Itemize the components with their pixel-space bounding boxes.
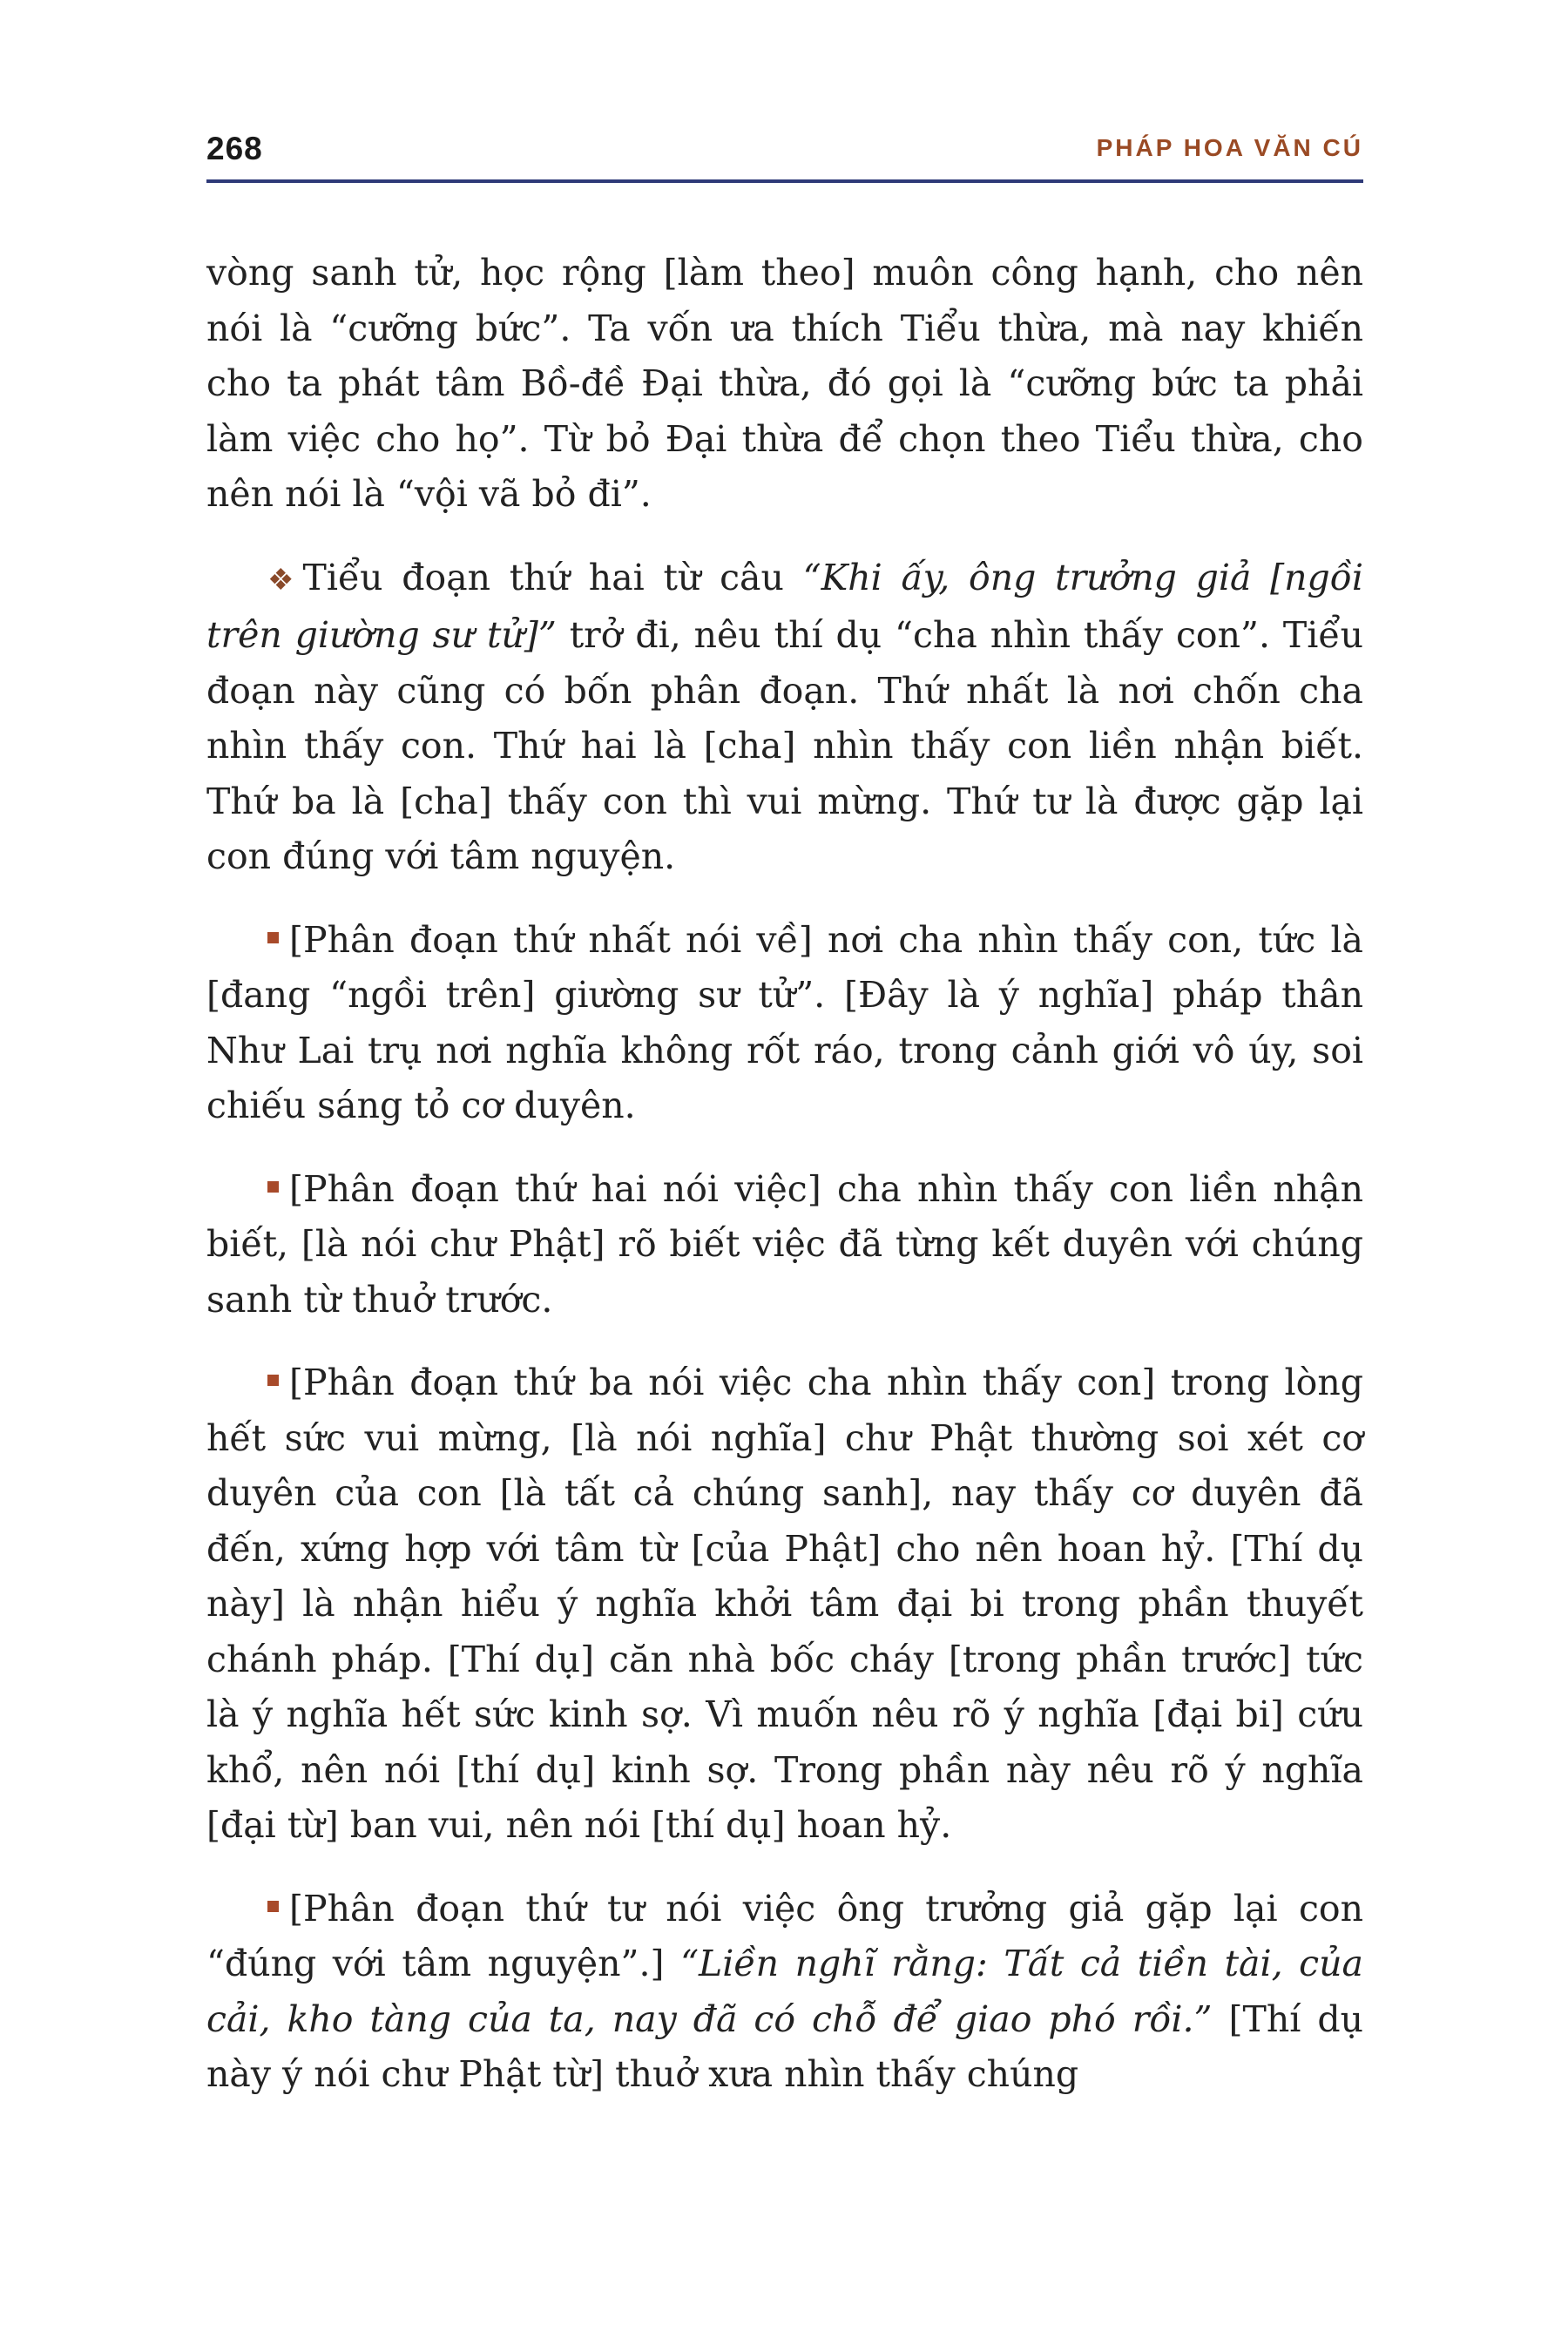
paragraph-2 — [206, 551, 1363, 885]
page-header — [206, 122, 1363, 183]
paragraph-2-rest: trở đi, nêu thí dụ “cha nhìn thấy con”. Tiểu đoạn này cũng có bốn phân đoạn. Thứ nhất là nơi chốn cha nhìn thấy con. Thứ hai là [cha] nhìn thấy con liền nhận biết. Thứ ba là [cha] thấy con thì vui mừng. Thứ tư là được gặp lại con đúng với tâm nguyện. — [206, 614, 1363, 877]
running-title: PHÁP HOA VĂN CÚ — [1096, 134, 1363, 161]
diamond-ornament-icon: ❖ — [267, 562, 294, 598]
paragraph-6-quote: “Liền nghĩ rằng: Tất cả tiền tài, của cải, kho tàng của ta, nay đã có chỗ để giao phó rồi.” — [206, 1943, 1363, 2040]
paragraph-1-text: vòng sanh tử, học rộng [làm theo] muôn công hạnh, cho nên nói là “cưỡng bức”. Ta vốn ưa thích Tiểu thừa, mà nay khiến cho ta phát tâm Bồ-đề Đại thừa, đó gọi là “cưỡng bức ta phải làm việc cho họ”. Từ bỏ Đại thừa để chọn theo Tiểu thừa, cho nên nói là “vội vã bỏ đi”. — [206, 252, 1363, 515]
body-text — [206, 246, 1363, 2103]
paragraph-2-quote: “Khi ấy, ông trưởng giả [ngồi trên giường sư tử]” — [206, 556, 1364, 656]
paragraph-3-text: [Phân đoạn thứ nhất nói về] nơi cha nhìn thấy con, tức là [đang “ngồi trên] giường sư tử”. [Đây là ý nghĩa] pháp thân Như Lai trụ nơi nghĩa không rốt ráo, trong cảnh giới vô úy, soi chiếu sáng tỏ cơ duyên. — [206, 918, 1363, 1126]
paragraph-2-lead: Tiểu đoạn thứ hai từ câu — [302, 556, 803, 598]
square-bullet-icon — [267, 932, 279, 943]
paragraph-6-rest: [Thí dụ này ý nói chư Phật từ] thuở xưa nhìn thấy chúng — [206, 1997, 1363, 2095]
paragraph-4-text: [Phân đoạn thứ hai nói việc] cha nhìn thấy con liền nhận biết, [là nói chư Phật] rõ biết việc đã từng kết duyên với chúng sanh từ thuở trước. — [206, 1167, 1363, 1321]
square-bullet-icon — [267, 1181, 279, 1193]
paragraph-6 — [206, 1882, 1363, 2103]
paragraph-3 — [206, 913, 1363, 1134]
square-bullet-icon — [267, 1375, 279, 1386]
paragraph-5 — [206, 1355, 1363, 1854]
paragraph-4 — [206, 1162, 1363, 1328]
paragraph-1 — [206, 246, 1363, 523]
paragraph-6-lead: [Phân đoạn thứ tư nói việc ông trưởng giả gặp lại con “đúng với tâm nguyện”.] — [206, 1887, 1363, 1984]
page-number: 268 — [206, 131, 263, 166]
paragraph-5-text: [Phân đoạn thứ ba nói việc cha nhìn thấy con] trong lòng hết sức vui mừng, [là nói nghĩa] chư Phật thường soi xét cơ duyên của con [là tất cả chúng sanh], nay thấy cơ duyên đã đến, xứng hợp với tâm từ [của Phật] cho nên hoan hỷ. [Thí dụ này] là nhận hiểu ý nghĩa khởi tâm đại bi trong phần thuyết chánh pháp. [Thí dụ] căn nhà bốc cháy [trong phần trước] tức là ý nghĩa hết sức kinh sợ. Vì muốn nêu rõ ý nghĩa [đại bi] cứu khổ, nên nói [thí dụ] kinh sợ. Trong phần này nêu rõ ý nghĩa [đại từ] ban vui, nên nói [thí dụ] hoan hỷ. — [206, 1362, 1363, 1846]
square-bullet-icon — [267, 1901, 279, 1912]
